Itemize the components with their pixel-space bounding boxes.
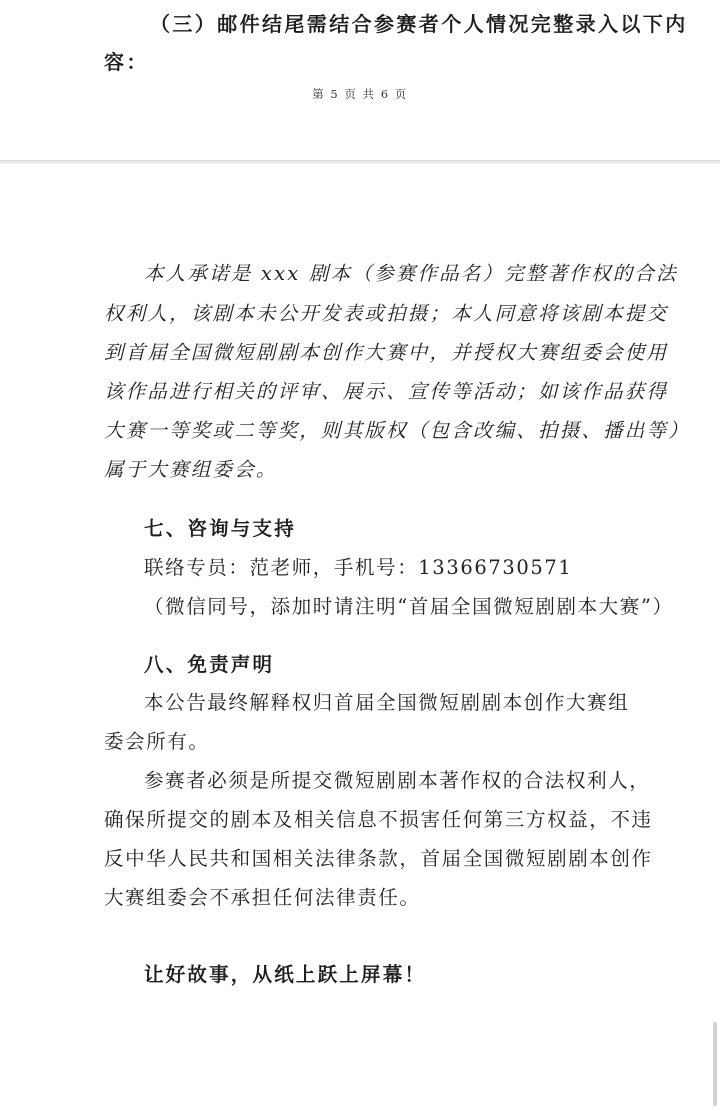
page5-heading-line-2: 容：: [104, 50, 149, 74]
page-5-tail: [0, 0, 720, 160]
pledge-line: 到首届全国微短剧剧本创作大赛中，并授权大赛组委会使用: [104, 341, 669, 364]
pledge-line: 本人承诺是 xxx 剧本（参赛作品名）完整著作权的合法: [144, 262, 678, 285]
scrollbar-thumb[interactable]: [713, 1022, 717, 1106]
disclaimer-line: 本公告最终解释权归首届全国微短剧剧本创作大赛组: [144, 691, 630, 714]
section-7-title: 七、咨询与支持: [144, 517, 296, 540]
pledge-line: 属于大赛组委会。: [104, 458, 278, 481]
disclaimer-line: 确保所提交的剧本及相关信息不损害任何第三方权益，不违: [104, 808, 653, 831]
slogan: 让好故事，从纸上跃上屏幕！: [144, 963, 427, 986]
page5-heading-line-1: （三）邮件结尾需结合参赛者个人情况完整录入以下内: [150, 12, 688, 36]
disclaimer-line: 大赛组委会不承担任何法律责任。: [104, 886, 421, 909]
pledge-line: 大赛一等奖或二等奖，则其版权（包含改编、拍摄、播出等）: [104, 419, 690, 442]
disclaimer-line: 委会所有。: [104, 730, 210, 753]
page-6: [0, 164, 720, 1111]
page-footer: 第 5 页 共 6 页: [312, 87, 408, 101]
disclaimer-line: 参赛者必须是所提交微短剧剧本著作权的合法权利人，: [144, 769, 651, 792]
pledge-line: 权利人，该剧本未公开发表或拍摄；本人同意将该剧本提交: [104, 302, 669, 325]
section-8-title: 八、免责声明: [144, 653, 275, 676]
scrollbar[interactable]: [712, 0, 720, 1111]
pledge-line: 该作品进行相关的评审、展示、宣传等活动；如该作品获得: [104, 380, 669, 403]
disclaimer-line: 反中华人民共和国相关法律条款，首届全国微短剧剧本创作: [104, 847, 653, 870]
contact-line: 联络专员：范老师，手机号：13366730571: [144, 556, 573, 579]
contact-note: （微信同号，添加时请注明“首届全国微短剧剧本大赛”）: [144, 595, 674, 618]
